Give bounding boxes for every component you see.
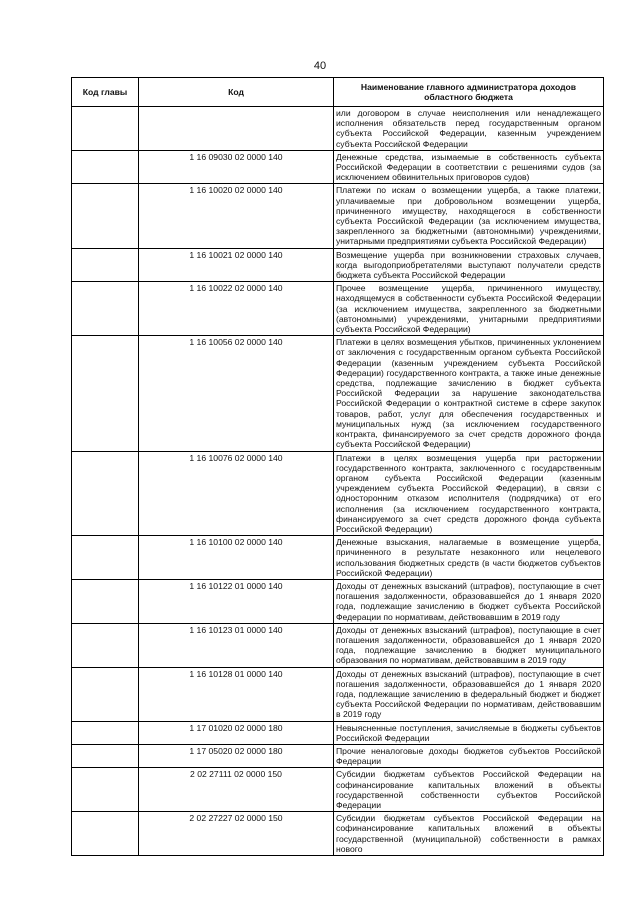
code-cell: 1 16 09030 02 0000 140 bbox=[139, 150, 334, 184]
chapter-cell bbox=[72, 150, 139, 184]
name-cell: Доходы от денежных взысканий (штрафов), поступающие в счет погашения задолженности, образовавшейся до 1 января 2020 года, подлежащие зачислению в бюджет субъекта Российской Федерации по нормативам, действовавшим в 2019 году bbox=[334, 579, 604, 623]
header-administrator-name: Наименование главного администратора доходов областного бюджета bbox=[334, 78, 604, 107]
code-cell: 1 16 10100 02 0000 140 bbox=[139, 536, 334, 580]
name-cell: Возмещение ущерба при возникновении страховых случаев, когда выгодоприобретателями выступают получатели средств бюджета субъекта Российской Федерации bbox=[334, 248, 604, 282]
code-cell bbox=[139, 107, 334, 151]
table-row bbox=[72, 451, 604, 536]
code-cell: 2 02 27227 02 0000 150 bbox=[139, 812, 334, 856]
header-code: Код bbox=[139, 78, 334, 107]
chapter-cell bbox=[72, 248, 139, 282]
name-cell: или договором в случае неисполнения или ненадлежащего исполнения обязательств перед государственным органом субъекта Российской Федерации, казенным учреждением субъекта Российской Федерации bbox=[334, 107, 604, 151]
table-row bbox=[72, 744, 604, 767]
table-row bbox=[72, 282, 604, 336]
table-header-row bbox=[72, 78, 604, 107]
name-cell: Платежи в целях возмещения ущерба при расторжении государственного контракта, заключенного с государственным органом субъекта Российской Федерации (казенным учреждением субъекта Российской Федерации), в связи с односторонним отказом исполнителя (подрядчика) от его исполнения (за исключением государственного контракта, финансируемого за счет средств дорожного фонда субъекта Российской Федерации) bbox=[334, 451, 604, 536]
name-cell: Невыясненные поступления, зачисляемые в бюджеты субъектов Российской Федерации bbox=[334, 721, 604, 744]
code-cell: 1 17 01020 02 0000 180 bbox=[139, 721, 334, 744]
chapter-cell bbox=[72, 536, 139, 580]
chapter-cell bbox=[72, 744, 139, 767]
chapter-cell bbox=[72, 107, 139, 151]
code-cell: 1 16 10022 02 0000 140 bbox=[139, 282, 334, 336]
table-row bbox=[72, 248, 604, 282]
chapter-cell bbox=[72, 336, 139, 451]
table-row bbox=[72, 107, 604, 151]
chapter-cell bbox=[72, 623, 139, 667]
chapter-cell bbox=[72, 579, 139, 623]
table-row bbox=[72, 667, 604, 721]
table-row bbox=[72, 721, 604, 744]
code-cell: 1 16 10056 02 0000 140 bbox=[139, 336, 334, 451]
name-cell: Прочее возмещение ущерба, причиненного имуществу, находящемуся в собственности субъекта Российской Федерации (за исключением имущества, закрепленного за бюджетными (автономными) учреждениями, унитарными предприятиями субъекта Российской Федерации) bbox=[334, 282, 604, 336]
code-cell: 1 16 10020 02 0000 140 bbox=[139, 184, 334, 248]
table-row bbox=[72, 812, 604, 856]
table-row bbox=[72, 150, 604, 184]
chapter-cell bbox=[72, 768, 139, 812]
chapter-cell bbox=[72, 721, 139, 744]
revenue-table bbox=[71, 77, 604, 856]
table-row bbox=[72, 336, 604, 451]
name-cell: Субсидии бюджетам субъектов Российской Федерации на софинансирование капитальных вложений в объекты государственной собственности субъектов Российской Федерации bbox=[334, 768, 604, 812]
name-cell: Платежи по искам о возмещении ущерба, а также платежи, уплачиваемые при добровольном возмещении ущерба, причиненного имуществу, находящегося в собственности субъекта Российской Федерации (за исключением имущества, закрепленного за бюджетными (автономными) учреждениями, унитарными предприятиями субъекта Российской Федерации) bbox=[334, 184, 604, 248]
name-cell: Прочие неналоговые доходы бюджетов субъектов Российской Федерации bbox=[334, 744, 604, 767]
code-cell: 1 16 10123 01 0000 140 bbox=[139, 623, 334, 667]
name-cell: Доходы от денежных взысканий (штрафов), поступающие в счет погашения задолженности, образовавшейся до 1 января 2020 года, подлежащие зачислению в федеральный бюджет и бюджет субъекта Российской Федерации по нормативам, действовавшим в 2019 году bbox=[334, 667, 604, 721]
name-cell: Денежные средства, изымаемые в собственность субъекта Российской Федерации в соответствии с решениями судов (за исключением обвинительных приговоров судов) bbox=[334, 150, 604, 184]
chapter-cell bbox=[72, 667, 139, 721]
name-cell: Доходы от денежных взысканий (штрафов), поступающие в счет погашения задолженности, образовавшейся до 1 января 2020 года, подлежащие зачислению в бюджет муниципального образования по нормативам, действовавшим в 2019 году bbox=[334, 623, 604, 667]
table-row bbox=[72, 536, 604, 580]
chapter-cell bbox=[72, 451, 139, 536]
chapter-cell bbox=[72, 812, 139, 856]
code-cell: 1 16 10076 02 0000 140 bbox=[139, 451, 334, 536]
code-cell: 2 02 27111 02 0000 150 bbox=[139, 768, 334, 812]
code-cell: 1 16 10021 02 0000 140 bbox=[139, 248, 334, 282]
table-row bbox=[72, 579, 604, 623]
chapter-cell bbox=[72, 184, 139, 248]
table-row bbox=[72, 768, 604, 812]
code-cell: 1 16 10122 01 0000 140 bbox=[139, 579, 334, 623]
header-chapter-code: Код главы bbox=[72, 78, 139, 107]
name-cell: Платежи в целях возмещения убытков, причиненных уклонением от заключения с государственным органом субъекта Российской Федерации (казенным учреждением субъекта Российской Федерации) государственного контракта, а также иные денежные средства, подлежащие зачислению в бюджет субъекта Российской Федерации за нарушение законодательства Российской Федерации о контрактной системе в сфере закупок товаров, работ, услуг для обеспечения государственных и муниципальных нужд (за исключением государственного контракта, финансируемого за счет средств дорожного фонда субъекта Российской Федерации) bbox=[334, 336, 604, 451]
table-row bbox=[72, 623, 604, 667]
code-cell: 1 16 10128 01 0000 140 bbox=[139, 667, 334, 721]
name-cell: Субсидии бюджетам субъектов Российской Федерации на софинансирование капитальных вложений в объекты государственной (муниципальной) собственности в рамках нового bbox=[334, 812, 604, 856]
code-cell: 1 17 05020 02 0000 180 bbox=[139, 744, 334, 767]
name-cell: Денежные взыскания, налагаемые в возмещение ущерба, причиненного в результате незаконного или нецелевого использования бюджетных средств (в части бюджетов субъектов Российской Федерации) bbox=[334, 536, 604, 580]
page-number: 40 bbox=[313, 60, 327, 72]
chapter-cell bbox=[72, 282, 139, 336]
table-row bbox=[72, 184, 604, 248]
